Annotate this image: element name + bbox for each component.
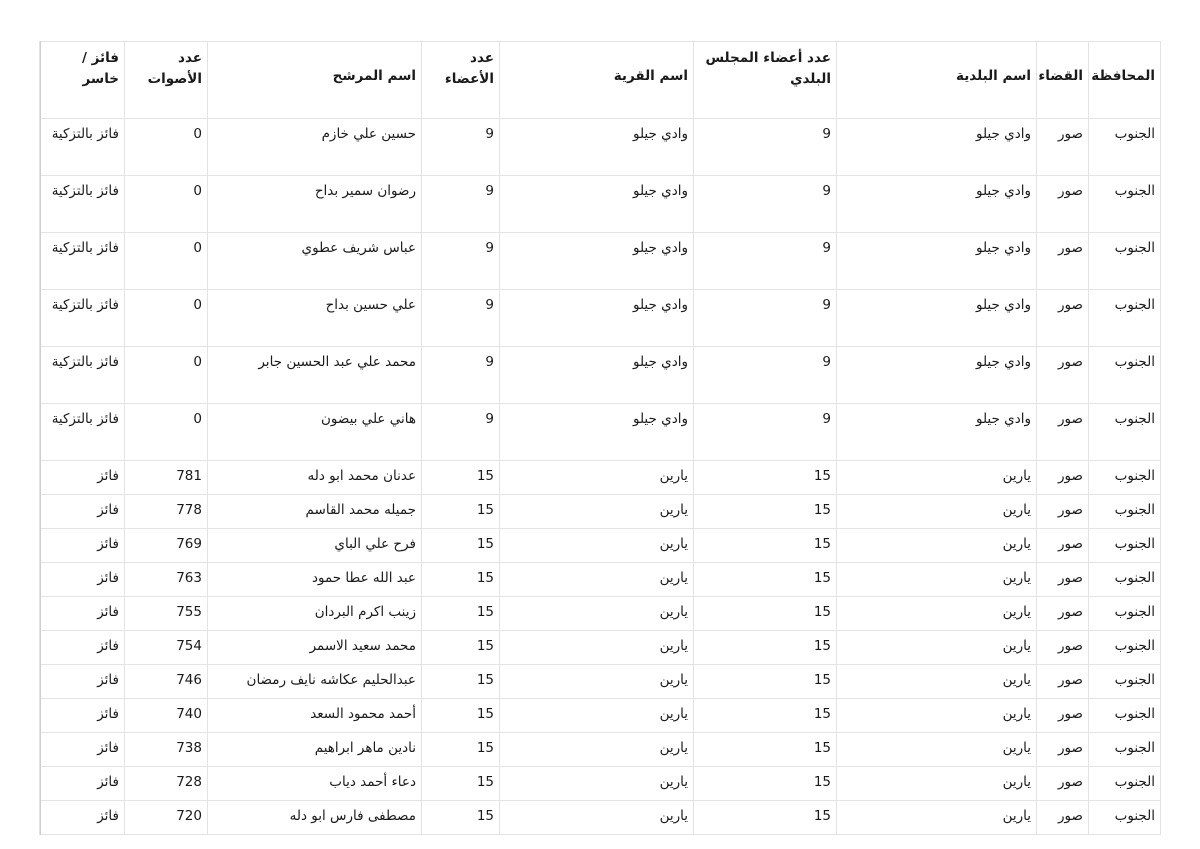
cell-votes: 754 [125, 631, 208, 665]
cell-governorate: الجنوب [1089, 495, 1161, 529]
cell-votes: 778 [125, 495, 208, 529]
cell-members-count: 15 [422, 495, 500, 529]
cell-result: فائز بالتزكية [40, 290, 125, 347]
table-body [40, 119, 1161, 835]
cell-candidate: فرح علي الباي [208, 529, 422, 563]
cell-district: صور [1037, 563, 1089, 597]
cell-governorate: الجنوب [1089, 404, 1161, 461]
cell-votes: 738 [125, 733, 208, 767]
cell-members-count: 9 [422, 119, 500, 176]
cell-members-count: 9 [422, 233, 500, 290]
cell-result: فائز بالتزكية [40, 176, 125, 233]
header-district: القضاء [1037, 42, 1089, 119]
cell-district: صور [1037, 529, 1089, 563]
header-governorate: المحافظة [1089, 42, 1161, 119]
cell-municipality: يارين [837, 563, 1037, 597]
cell-district: صور [1037, 665, 1089, 699]
table-row [40, 404, 1161, 461]
header-council-members: عدد أعضاء المجلس البلدي [694, 42, 837, 119]
cell-result: فائز [40, 597, 125, 631]
cell-village: يارين [500, 733, 694, 767]
cell-municipality: وادي جيلو [837, 290, 1037, 347]
header-candidate: اسم المرشح [208, 42, 422, 119]
cell-members-count: 15 [422, 563, 500, 597]
cell-votes: 720 [125, 801, 208, 835]
cell-district: صور [1037, 347, 1089, 404]
cell-votes: 755 [125, 597, 208, 631]
cell-candidate: أحمد محمود السعد [208, 699, 422, 733]
cell-village: وادي جيلو [500, 119, 694, 176]
cell-votes: 0 [125, 233, 208, 290]
cell-municipality: يارين [837, 597, 1037, 631]
cell-members-count: 9 [422, 290, 500, 347]
cell-candidate: علي حسين بداح [208, 290, 422, 347]
cell-municipality: يارين [837, 767, 1037, 801]
cell-votes: 0 [125, 176, 208, 233]
cell-village: وادي جيلو [500, 233, 694, 290]
cell-members-count: 15 [422, 461, 500, 495]
cell-municipality: يارين [837, 495, 1037, 529]
cell-district: صور [1037, 631, 1089, 665]
cell-village: وادي جيلو [500, 347, 694, 404]
table-row [40, 699, 1161, 733]
cell-governorate: الجنوب [1089, 597, 1161, 631]
cell-result: فائز بالتزكية [40, 347, 125, 404]
cell-candidate: حسين علي خازم [208, 119, 422, 176]
cell-governorate: الجنوب [1089, 665, 1161, 699]
cell-district: صور [1037, 176, 1089, 233]
cell-village: يارين [500, 767, 694, 801]
cell-council-members: 15 [694, 801, 837, 835]
table-row [40, 233, 1161, 290]
cell-council-members: 15 [694, 699, 837, 733]
cell-village: وادي جيلو [500, 290, 694, 347]
cell-votes: 728 [125, 767, 208, 801]
cell-council-members: 15 [694, 631, 837, 665]
table-row [40, 733, 1161, 767]
header-municipality: اسم البلدية [837, 42, 1037, 119]
cell-result: فائز بالتزكية [40, 404, 125, 461]
table-row [40, 563, 1161, 597]
cell-governorate: الجنوب [1089, 767, 1161, 801]
table-row [40, 290, 1161, 347]
table-row [40, 176, 1161, 233]
header-village: اسم القرية [500, 42, 694, 119]
cell-candidate: رضوان سمير بداح [208, 176, 422, 233]
cell-district: صور [1037, 699, 1089, 733]
cell-municipality: وادي جيلو [837, 176, 1037, 233]
cell-governorate: الجنوب [1089, 733, 1161, 767]
cell-council-members: 9 [694, 233, 837, 290]
cell-candidate: محمد سعيد الاسمر [208, 631, 422, 665]
cell-candidate: مصطفى فارس ابو دله [208, 801, 422, 835]
cell-result: فائز بالتزكية [40, 119, 125, 176]
cell-district: صور [1037, 119, 1089, 176]
cell-votes: 781 [125, 461, 208, 495]
cell-members-count: 15 [422, 665, 500, 699]
cell-village: يارين [500, 529, 694, 563]
cell-votes: 769 [125, 529, 208, 563]
cell-village: يارين [500, 699, 694, 733]
cell-village: يارين [500, 461, 694, 495]
cell-candidate: نادين ماهر ابراهيم [208, 733, 422, 767]
header-votes: عدد الأصوات [125, 42, 208, 119]
cell-result: فائز [40, 631, 125, 665]
cell-result: فائز [40, 563, 125, 597]
cell-council-members: 9 [694, 119, 837, 176]
cell-council-members: 15 [694, 733, 837, 767]
cell-votes: 0 [125, 119, 208, 176]
cell-district: صور [1037, 461, 1089, 495]
cell-result: فائز [40, 529, 125, 563]
cell-council-members: 9 [694, 290, 837, 347]
cell-members-count: 15 [422, 631, 500, 665]
table-row [40, 495, 1161, 529]
cell-village: يارين [500, 631, 694, 665]
cell-municipality: يارين [837, 461, 1037, 495]
cell-governorate: الجنوب [1089, 801, 1161, 835]
cell-municipality: يارين [837, 665, 1037, 699]
cell-result: فائز [40, 495, 125, 529]
cell-municipality: يارين [837, 733, 1037, 767]
cell-council-members: 15 [694, 563, 837, 597]
cell-result: فائز بالتزكية [40, 233, 125, 290]
cell-council-members: 15 [694, 461, 837, 495]
cell-result: فائز [40, 767, 125, 801]
table-row [40, 631, 1161, 665]
cell-village: وادي جيلو [500, 176, 694, 233]
cell-district: صور [1037, 733, 1089, 767]
cell-candidate: عدنان محمد ابو دله [208, 461, 422, 495]
cell-result: فائز [40, 461, 125, 495]
cell-votes: 0 [125, 290, 208, 347]
cell-members-count: 9 [422, 176, 500, 233]
cell-governorate: الجنوب [1089, 119, 1161, 176]
cell-council-members: 15 [694, 495, 837, 529]
cell-result: فائز [40, 733, 125, 767]
cell-village: يارين [500, 563, 694, 597]
cell-candidate: زينب اكرم البردان [208, 597, 422, 631]
cell-district: صور [1037, 290, 1089, 347]
cell-governorate: الجنوب [1089, 631, 1161, 665]
cell-council-members: 15 [694, 529, 837, 563]
cell-result: فائز [40, 699, 125, 733]
cell-result: فائز [40, 665, 125, 699]
table-row [40, 801, 1161, 835]
cell-council-members: 15 [694, 767, 837, 801]
cell-district: صور [1037, 495, 1089, 529]
cell-governorate: الجنوب [1089, 699, 1161, 733]
table-row [40, 461, 1161, 495]
cell-district: صور [1037, 767, 1089, 801]
cell-candidate: عبدالحليم عكاشه نايف رمضان [208, 665, 422, 699]
cell-district: صور [1037, 801, 1089, 835]
cell-candidate: محمد علي عبد الحسين جابر [208, 347, 422, 404]
cell-members-count: 15 [422, 529, 500, 563]
cell-district: صور [1037, 597, 1089, 631]
cell-council-members: 9 [694, 347, 837, 404]
cell-governorate: الجنوب [1089, 347, 1161, 404]
cell-municipality: يارين [837, 529, 1037, 563]
cell-votes: 763 [125, 563, 208, 597]
results-sheet [40, 41, 1161, 835]
cell-municipality: وادي جيلو [837, 347, 1037, 404]
cell-members-count: 9 [422, 404, 500, 461]
cell-votes: 0 [125, 404, 208, 461]
cell-candidate: هاني علي بيضون [208, 404, 422, 461]
cell-municipality: يارين [837, 801, 1037, 835]
cell-result: فائز [40, 801, 125, 835]
cell-district: صور [1037, 404, 1089, 461]
cell-council-members: 15 [694, 665, 837, 699]
cell-village: وادي جيلو [500, 404, 694, 461]
cell-governorate: الجنوب [1089, 563, 1161, 597]
cell-governorate: الجنوب [1089, 233, 1161, 290]
table-row [40, 767, 1161, 801]
cell-members-count: 15 [422, 733, 500, 767]
cell-votes: 740 [125, 699, 208, 733]
cell-governorate: الجنوب [1089, 290, 1161, 347]
cell-council-members: 9 [694, 404, 837, 461]
cell-votes: 746 [125, 665, 208, 699]
header-result: فائز / خاسر [40, 42, 125, 119]
cell-candidate: عباس شريف عطوي [208, 233, 422, 290]
table-row [40, 665, 1161, 699]
cell-council-members: 15 [694, 597, 837, 631]
election-results-table [39, 41, 1161, 835]
cell-members-count: 9 [422, 347, 500, 404]
table-row [40, 597, 1161, 631]
cell-village: يارين [500, 597, 694, 631]
cell-municipality: وادي جيلو [837, 404, 1037, 461]
table-row [40, 347, 1161, 404]
header-members-count: عدد الأعضاء [422, 42, 500, 119]
table-row [40, 119, 1161, 176]
cell-members-count: 15 [422, 699, 500, 733]
cell-village: يارين [500, 495, 694, 529]
cell-candidate: جميله محمد القاسم [208, 495, 422, 529]
cell-village: يارين [500, 801, 694, 835]
table-row [40, 529, 1161, 563]
cell-members-count: 15 [422, 767, 500, 801]
cell-municipality: يارين [837, 699, 1037, 733]
cell-governorate: الجنوب [1089, 461, 1161, 495]
cell-district: صور [1037, 233, 1089, 290]
cell-candidate: عبد الله عطا حمود [208, 563, 422, 597]
cell-municipality: يارين [837, 631, 1037, 665]
cell-governorate: الجنوب [1089, 529, 1161, 563]
table-header-row [40, 42, 1161, 119]
cell-votes: 0 [125, 347, 208, 404]
cell-municipality: وادي جيلو [837, 233, 1037, 290]
cell-candidate: دعاء أحمد دياب [208, 767, 422, 801]
cell-members-count: 15 [422, 801, 500, 835]
cell-municipality: وادي جيلو [837, 119, 1037, 176]
cell-village: يارين [500, 665, 694, 699]
cell-council-members: 9 [694, 176, 837, 233]
cell-members-count: 15 [422, 597, 500, 631]
cell-governorate: الجنوب [1089, 176, 1161, 233]
